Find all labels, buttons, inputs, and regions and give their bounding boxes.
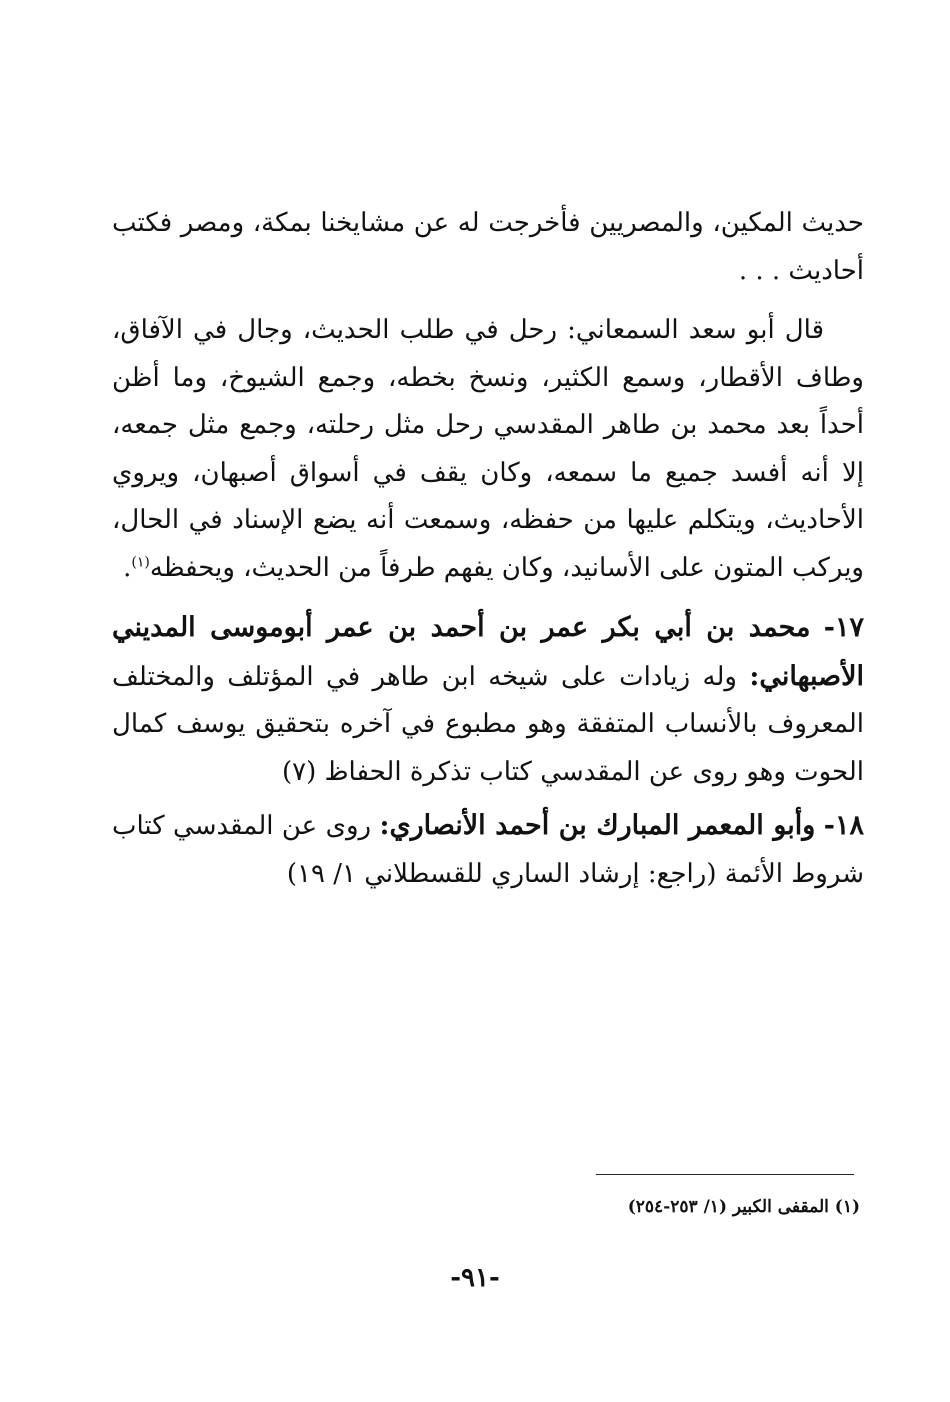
paragraph-continuation: [112, 200, 864, 295]
entry-heading: وأبو المعمر المبارك بن أحمد الأنصاري:: [379, 810, 816, 841]
entry-number: ١٧-: [823, 612, 865, 643]
samani-quote-text: قال أبو سعد السمعاني: رحل في طلب الحديث، وجال في الآفاق، وطاف الأقطار، وسمع الكثير، ونسخ بخطه، وجمع الشيوخ، وما أظن أحداً بعد محمد بن طاهر المقدسي رحل مثل رحلته، وجمع مثل جمعه، إلا أنه أفسد جميع ما سمعه، وكان يقف في أسواق أصبهان، ويروي الأحاديث، ويتكلم عليها من حفظه، وسمعت أنه يضع الإسناد في الحال، ويركب المتون على الأسانيد، وكان يفهم طرفاً من الحديث، ويحفظه: [112, 315, 865, 583]
samani-quote-end: .: [123, 552, 132, 583]
entry-text: روى عن المقدسي كتاب شروط الأئمة (راجع: إرشاد الساري للقسطلاني ١/ ١٩): [112, 811, 864, 889]
footnote-reference[interactable]: (١): [131, 553, 150, 570]
main-text: [112, 200, 864, 898]
entry-text: وله زيادات على شيخه ابن طاهر في المؤتلف والمختلف المعروف بالأنساب المتفقة وهو مطبوع في آخره بتحقيق يوسف كمال الحوت وهو روى عن المقدسي كتاب تذكرة الحفاظ (٧): [112, 661, 864, 787]
continuation-text: حديث المكين، والمصريين فأخرجت له عن مشايخنا بمكة، ومصر فكتب أحاديث . . .: [112, 208, 864, 286]
entry-18: [112, 802, 864, 898]
paragraph-samani-quote: [112, 307, 864, 592]
entry-number: ١٨-: [823, 810, 864, 841]
footnote-1: (١) المقفى الكبير (١/ ٢٥٣-٢٥٤): [627, 1197, 860, 1217]
footnote-divider: [596, 1174, 854, 1175]
entry-heading: محمد بن أبي بكر عمر بن أحمد بن عمر أبوموسى المديني الأصبهاني:: [112, 612, 865, 692]
page-number: -٩١-: [450, 1263, 500, 1293]
entry-17: [112, 604, 864, 796]
